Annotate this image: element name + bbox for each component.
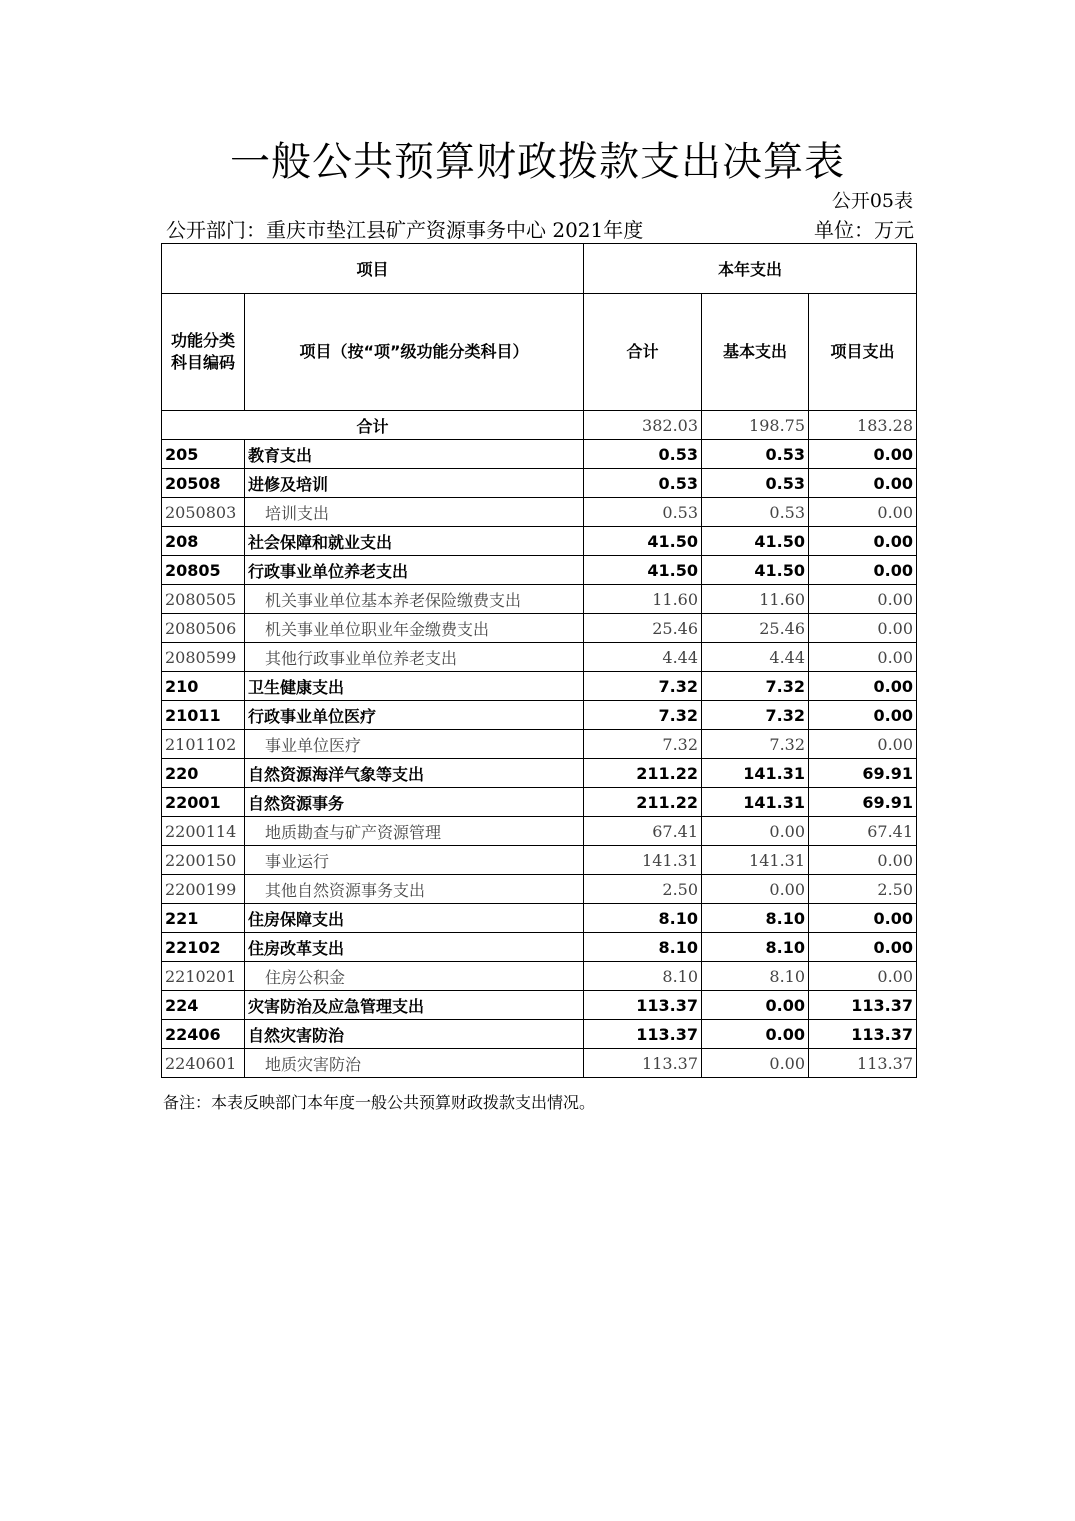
row-code: 2200114 <box>162 817 245 846</box>
row-basic: 8.10 <box>702 933 809 962</box>
table-row <box>162 701 917 730</box>
row-project: 0.00 <box>809 643 917 672</box>
row-total: 0.53 <box>584 469 702 498</box>
row-code: 2240601 <box>162 1049 245 1078</box>
row-basic: 141.31 <box>702 846 809 875</box>
row-code: 2101102 <box>162 730 245 759</box>
row-name: 自然资源海洋气象等支出 <box>245 759 584 788</box>
document-title: 一般公共预算财政拨款支出决算表 <box>230 139 845 185</box>
row-total: 41.50 <box>584 527 702 556</box>
row-total: 113.37 <box>584 1049 702 1078</box>
row-code: 22001 <box>162 788 245 817</box>
row-name: 自然灾害防治 <box>245 1020 584 1049</box>
row-total: 8.10 <box>584 962 702 991</box>
row-total: 0.53 <box>584 498 702 527</box>
row-project: 0.00 <box>809 846 917 875</box>
row-total: 211.22 <box>584 788 702 817</box>
table-number: 公开05表 <box>831 190 913 212</box>
row-basic: 41.50 <box>702 556 809 585</box>
table-row <box>162 672 917 701</box>
table-row <box>162 440 917 469</box>
table-row <box>162 875 917 904</box>
row-total: 113.37 <box>584 991 702 1020</box>
footnote: 备注：本表反映部门本年度一般公共预算财政拨款支出情况。 <box>163 1093 596 1112</box>
row-name: 住房公积金 <box>245 962 584 991</box>
table-row <box>162 933 917 962</box>
table-row <box>162 556 917 585</box>
table-row <box>162 585 917 614</box>
department-label: 公开部门：重庆市垫江县矿产资源事务中心 2021年度 <box>166 218 644 242</box>
total-basic: 198.75 <box>702 411 809 440</box>
table-row <box>162 469 917 498</box>
row-name: 机关事业单位基本养老保险缴费支出 <box>245 585 584 614</box>
header-basic: 基本支出 <box>702 294 809 411</box>
table-row <box>162 643 917 672</box>
header-name: 项目（按“项”级功能分类科目） <box>245 294 584 411</box>
total-sum: 382.03 <box>584 411 702 440</box>
row-code: 20508 <box>162 469 245 498</box>
row-project: 0.00 <box>809 904 917 933</box>
row-project: 0.00 <box>809 730 917 759</box>
row-total: 113.37 <box>584 1020 702 1049</box>
row-code: 21011 <box>162 701 245 730</box>
row-project: 0.00 <box>809 701 917 730</box>
header-total: 合计 <box>584 294 702 411</box>
row-project: 69.91 <box>809 788 917 817</box>
row-name: 行政事业单位医疗 <box>245 701 584 730</box>
row-total: 7.32 <box>584 730 702 759</box>
row-code: 221 <box>162 904 245 933</box>
table-row <box>162 1020 917 1049</box>
row-total: 8.10 <box>584 904 702 933</box>
row-code: 22406 <box>162 1020 245 1049</box>
row-project: 0.00 <box>809 469 917 498</box>
row-code: 208 <box>162 527 245 556</box>
total-row <box>162 411 917 440</box>
row-name: 培训支出 <box>245 498 584 527</box>
table-row <box>162 759 917 788</box>
row-total: 4.44 <box>584 643 702 672</box>
row-name: 进修及培训 <box>245 469 584 498</box>
row-name: 其他自然资源事务支出 <box>245 875 584 904</box>
row-total: 141.31 <box>584 846 702 875</box>
row-basic: 11.60 <box>702 585 809 614</box>
row-basic: 141.31 <box>702 788 809 817</box>
row-basic: 25.46 <box>702 614 809 643</box>
total-label: 合计 <box>162 411 584 440</box>
row-project: 0.00 <box>809 527 917 556</box>
unit-label: 单位：万元 <box>814 218 914 242</box>
table-row <box>162 527 917 556</box>
header-current-year: 本年支出 <box>584 244 917 294</box>
row-basic: 8.10 <box>702 904 809 933</box>
row-code: 220 <box>162 759 245 788</box>
row-basic: 0.00 <box>702 991 809 1020</box>
row-code: 205 <box>162 440 245 469</box>
row-total: 11.60 <box>584 585 702 614</box>
row-project: 113.37 <box>809 1020 917 1049</box>
row-name: 住房改革支出 <box>245 933 584 962</box>
row-project: 0.00 <box>809 440 917 469</box>
expenditure-table <box>161 243 917 1078</box>
row-name: 事业单位医疗 <box>245 730 584 759</box>
row-name: 教育支出 <box>245 440 584 469</box>
table-row <box>162 904 917 933</box>
row-total: 41.50 <box>584 556 702 585</box>
header-item: 项目 <box>162 244 584 294</box>
row-basic: 0.53 <box>702 440 809 469</box>
row-project: 113.37 <box>809 1049 917 1078</box>
header-code: 功能分类科目编码 <box>162 294 245 411</box>
row-name: 机关事业单位职业年金缴费支出 <box>245 614 584 643</box>
table-row <box>162 1049 917 1078</box>
row-project: 0.00 <box>809 585 917 614</box>
row-basic: 0.00 <box>702 875 809 904</box>
table-row <box>162 817 917 846</box>
row-total: 8.10 <box>584 933 702 962</box>
row-project: 2.50 <box>809 875 917 904</box>
row-basic: 7.32 <box>702 730 809 759</box>
row-basic: 0.00 <box>702 1020 809 1049</box>
row-name: 卫生健康支出 <box>245 672 584 701</box>
row-project: 69.91 <box>809 759 917 788</box>
row-basic: 0.00 <box>702 817 809 846</box>
row-code: 2200150 <box>162 846 245 875</box>
total-project: 183.28 <box>809 411 917 440</box>
row-basic: 4.44 <box>702 643 809 672</box>
row-project: 0.00 <box>809 672 917 701</box>
row-basic: 7.32 <box>702 672 809 701</box>
row-project: 0.00 <box>809 962 917 991</box>
row-project: 0.00 <box>809 498 917 527</box>
table-row <box>162 788 917 817</box>
row-basic: 141.31 <box>702 759 809 788</box>
row-project: 113.37 <box>809 991 917 1020</box>
row-total: 211.22 <box>584 759 702 788</box>
row-code: 2050803 <box>162 498 245 527</box>
row-name: 其他行政事业单位养老支出 <box>245 643 584 672</box>
table-row <box>162 991 917 1020</box>
row-code: 2200199 <box>162 875 245 904</box>
row-code: 20805 <box>162 556 245 585</box>
row-basic: 7.32 <box>702 701 809 730</box>
row-project: 0.00 <box>809 556 917 585</box>
row-code: 2080599 <box>162 643 245 672</box>
row-basic: 0.00 <box>702 1049 809 1078</box>
row-code: 2080506 <box>162 614 245 643</box>
row-total: 0.53 <box>584 440 702 469</box>
row-total: 7.32 <box>584 672 702 701</box>
row-total: 25.46 <box>584 614 702 643</box>
table-row <box>162 498 917 527</box>
row-name: 住房保障支出 <box>245 904 584 933</box>
row-basic: 0.53 <box>702 498 809 527</box>
row-name: 地质勘查与矿产资源管理 <box>245 817 584 846</box>
row-code: 2080505 <box>162 585 245 614</box>
row-project: 0.00 <box>809 614 917 643</box>
row-name: 地质灾害防治 <box>245 1049 584 1078</box>
table-row <box>162 962 917 991</box>
row-basic: 41.50 <box>702 527 809 556</box>
row-name: 事业运行 <box>245 846 584 875</box>
table-body <box>162 411 917 1078</box>
table-row <box>162 846 917 875</box>
row-total: 2.50 <box>584 875 702 904</box>
row-project: 0.00 <box>809 933 917 962</box>
row-name: 行政事业单位养老支出 <box>245 556 584 585</box>
table-row <box>162 614 917 643</box>
row-total: 7.32 <box>584 701 702 730</box>
row-code: 210 <box>162 672 245 701</box>
row-project: 67.41 <box>809 817 917 846</box>
row-code: 224 <box>162 991 245 1020</box>
row-total: 67.41 <box>584 817 702 846</box>
row-code: 22102 <box>162 933 245 962</box>
row-basic: 8.10 <box>702 962 809 991</box>
table-row <box>162 730 917 759</box>
header-project: 项目支出 <box>809 294 917 411</box>
row-name: 灾害防治及应急管理支出 <box>245 991 584 1020</box>
row-code: 2210201 <box>162 962 245 991</box>
row-basic: 0.53 <box>702 469 809 498</box>
row-name: 自然资源事务 <box>245 788 584 817</box>
row-name: 社会保障和就业支出 <box>245 527 584 556</box>
